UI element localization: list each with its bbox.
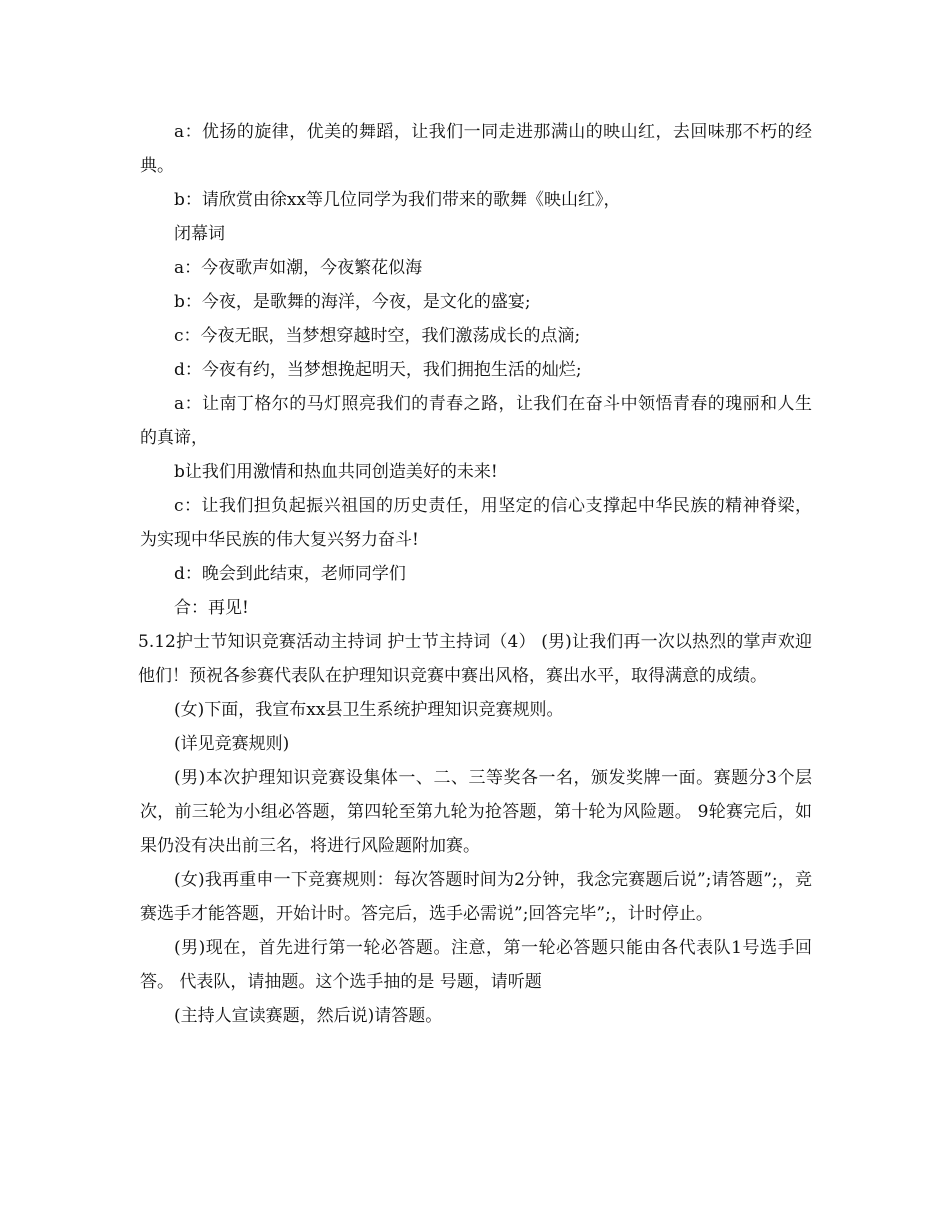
paragraph: b：今夜，是歌舞的海洋，今夜，是文化的盛宴;: [174, 292, 531, 312]
paragraph: a：让南丁格尔的马灯照亮我们的青春之路，让我们在奋斗中领悟青春的瑰丽和人生的真谛，: [140, 394, 812, 448]
paragraph: d：晚会到此结束，老师同学们: [174, 564, 406, 584]
section-heading: 闭幕词: [174, 224, 225, 244]
paragraph: d：今夜有约，当梦想挽起明天，我们拥抱生活的灿烂;: [174, 360, 582, 380]
paragraph: c：让我们担负起振兴祖国的历史责任，用坚定的信心支撑起中华民族的精神脊梁，为实现中华民族的伟大复兴努力奋斗!: [140, 496, 812, 550]
paragraph-title-line: 5.12护士节知识竞赛活动主持词 护士节主持词（4） (男)让我们再一次以热烈的掌声欢迎他们！预祝各参赛代表队在护理知识竞赛中赛出风格，赛出水平，取得满意的成绩。: [138, 632, 812, 686]
paragraph: a：今夜歌声如潮，今夜繁花似海: [174, 258, 423, 278]
paragraph: (女)下面，我宣布xx县卫生系统护理知识竞赛规则。: [174, 700, 564, 720]
paragraph: (男)现在，首先进行第一轮必答题。注意，第一轮必答题只能由各代表队1号选手回答。 代表队，请抽题。这个选手抽的是 号题，请听题: [140, 938, 812, 992]
document-body: [140, 115, 812, 1033]
paragraph: (主持人宣读赛题，然后说)请答题。: [174, 1006, 443, 1026]
paragraph: (详见竞赛规则): [174, 734, 290, 754]
paragraph: b：请欣赏由徐xx等几位同学为我们带来的歌舞《映山红》，: [174, 190, 621, 210]
paragraph: (男)本次护理知识竞赛设集体一、二、三等奖各一名，颁发奖牌一面。赛题分3个层次，前三轮为小组必答题，第四轮至第九轮为抢答题，第十轮为风险题。 9轮赛完后，如果仍没有决出前三名，将进行风险题附加赛。: [140, 768, 812, 856]
paragraph: b让我们用激情和热血共同创造美好的未来!: [174, 462, 498, 482]
paragraph: 合：再见!: [174, 598, 249, 618]
paragraph: c：今夜无眠，当梦想穿越时空，我们激荡成长的点滴;: [174, 326, 581, 346]
paragraph: a：优扬的旋律，优美的舞蹈，让我们一同走进那满山的映山红，去回味那不朽的经典。: [140, 122, 812, 176]
paragraph: (女)我再重申一下竞赛规则：每次答题时间为2分钟，我念完赛题后说”;请答题”;，竞赛选手才能答题，开始计时。答完后，选手必需说”;回答完毕”;，计时停止。: [140, 870, 812, 924]
